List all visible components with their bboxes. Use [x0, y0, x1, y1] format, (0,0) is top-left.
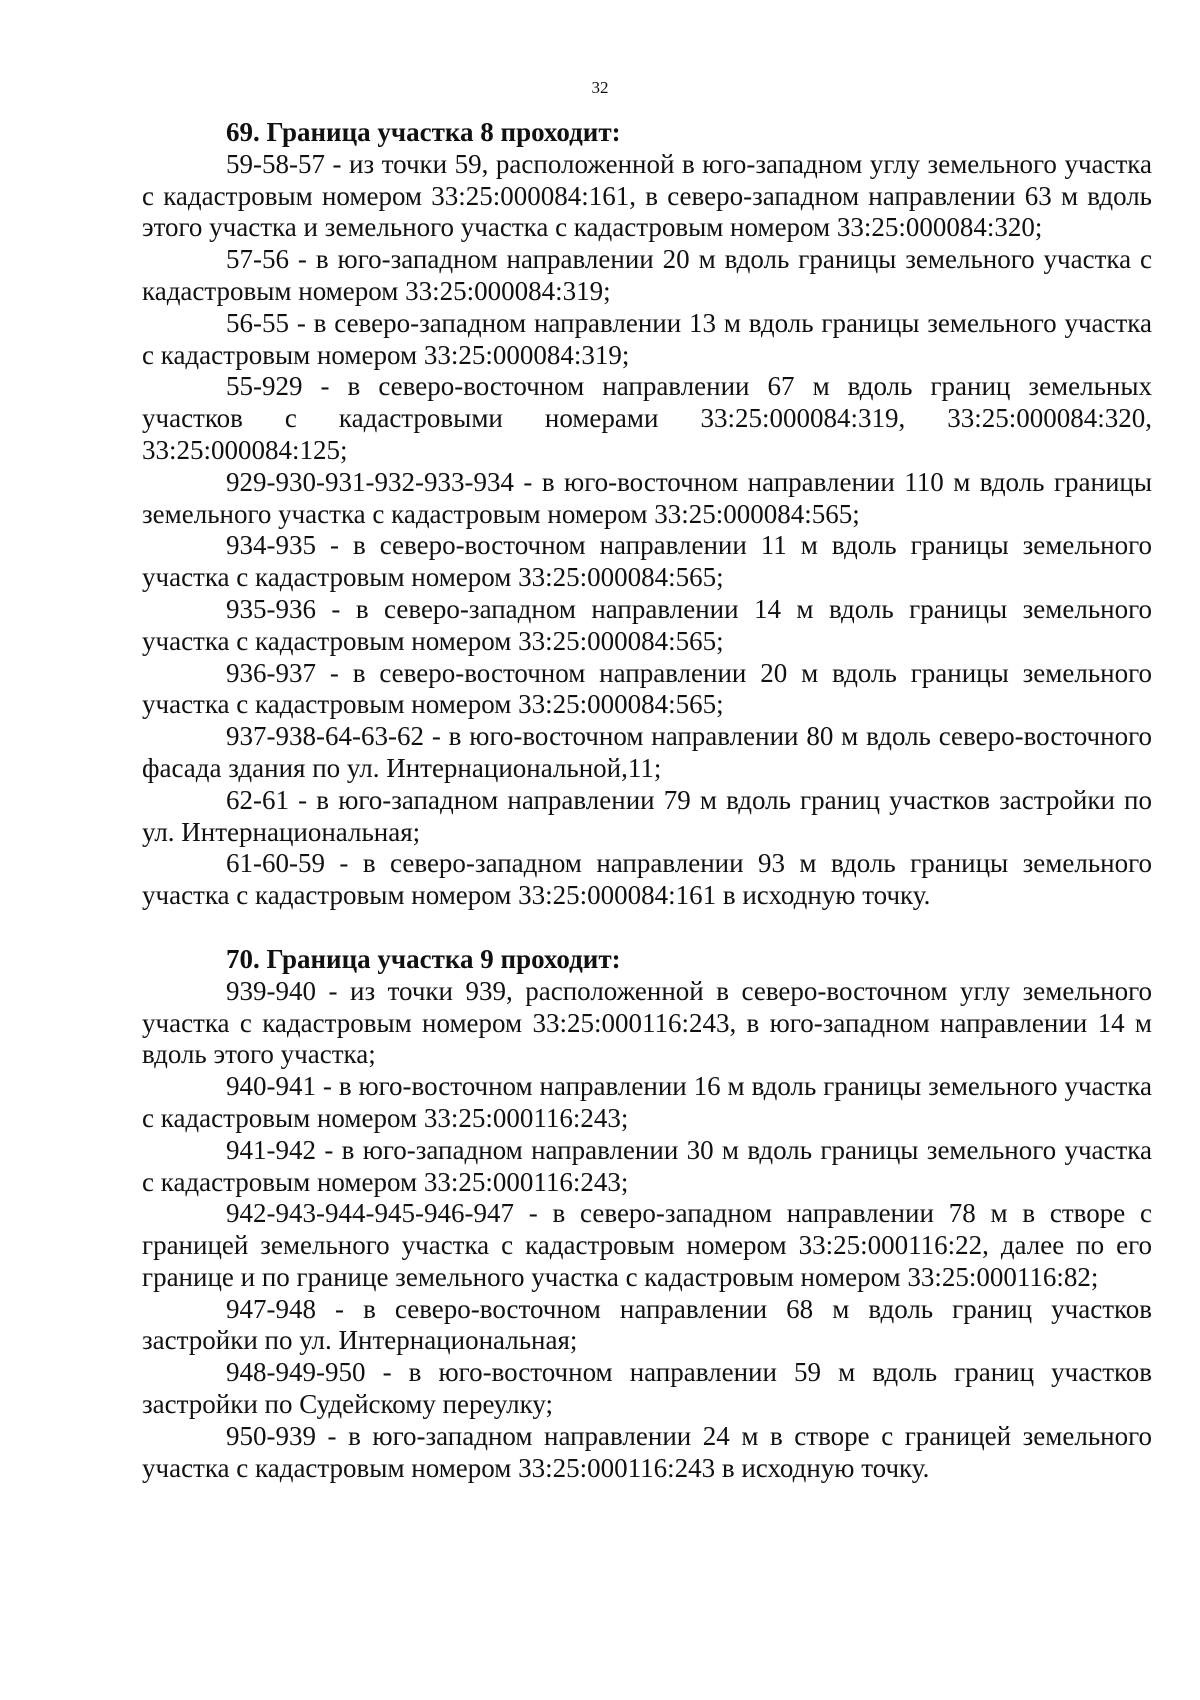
boundary-paragraph: 61-60-59 - в северо-западном направлении 93 м вдоль границы земельного участка с кадастровым номером 33:25:000084:161 в исходную точку. [142, 848, 1152, 911]
section-heading: 70. Граница участка 9 проходит: [226, 943, 621, 974]
boundary-paragraph: 950-939 - в юго-западном направлении 24 м в створе с границей земельного участка с кадастровым номером 33:25:000116:243 в исходную точку. [142, 1420, 1152, 1483]
boundary-paragraph: 940-941 - в юго-восточном направлении 16 м вдоль границы земельного участка с кадастровым номером 33:25:000116:243; [142, 1071, 1152, 1133]
boundary-paragraph: 947-948 - в северо-восточном направлении 68 м вдоль границ участков застройки по ул. Интернациональная; [142, 1293, 1152, 1356]
section-heading: 69. Граница участка 8 проходит: [226, 117, 621, 147]
section-70 [142, 944, 1152, 1485]
page-number: 32 [591, 78, 609, 97]
boundary-paragraph: 62-61 - в юго-западном направлении 79 м вдоль границ участков застройки по ул. Интернациональная; [142, 784, 1152, 847]
boundary-paragraph: 942-943-944-945-946-947 - в северо-западном направлении 78 м в створе с границей земельного участка с кадастровым номером 33:25:000116:22, далее по его границе и по границе земельного участка с кадастровым номером 33:25:000116:82; [142, 1198, 1152, 1292]
boundary-paragraph: 941-942 - в юго-западном направлении 30 м вдоль границы земельного участка с кадастровым номером 33:25:000116:243; [142, 1134, 1152, 1197]
boundary-paragraph: 56-55 - в северо-западном направлении 13 м вдоль границы земельного участка с кадастровым номером 33:25:000084:319; [142, 307, 1152, 370]
boundary-paragraph: 936-937 - в северо-восточном направлении 20 м вдоль границы земельного участка с кадастровым номером 33:25:000084:565; [142, 657, 1152, 720]
boundary-paragraph: 948-949-950 - в юго-восточном направлении 59 м вдоль границ участков застройки по Судейскому переулку; [142, 1357, 1152, 1420]
section-69 [142, 117, 1152, 912]
boundary-paragraph: 57-56 - в юго-западном направлении 20 м вдоль границы земельного участка с кадастровым номером 33:25:000084:319; [142, 244, 1152, 306]
boundary-paragraph: 935-936 - в северо-западном направлении 14 м вдоль границы земельного участка с кадастровым номером 33:25:000084:565; [142, 593, 1152, 656]
boundary-paragraph: 934-935 - в северо-восточном направлении 11 м вдоль границы земельного участка с кадастровым номером 33:25:000084:565; [142, 530, 1152, 593]
boundary-paragraph: 937-938-64-63-62 - в юго-восточном направлении 80 м вдоль северо-восточного фасада здания по ул. Интернациональной,11; [142, 721, 1152, 783]
document-body [142, 117, 1152, 1484]
boundary-paragraph: 929-930-931-932-933-934 - в юго-восточном направлении 110 м вдоль границы земельного участка с кадастровым номером 33:25:000084:565; [142, 466, 1152, 529]
boundary-paragraph: 939-940 - из точки 939, расположенной в северо-восточном углу земельного участка с кадастровым номером 33:25:000116:243, в юго-западном направлении 14 м вдоль этого участка; [142, 975, 1152, 1070]
boundary-paragraph: 59-58-57 - из точки 59, расположенной в юго-западном углу земельного участка с кадастровым номером 33:25:000084:161, в северо-западном направлении 63 м вдоль этого участка и земельного участка с кадастровым номером 33:25:000084:320; [142, 148, 1152, 243]
boundary-paragraph: 55-929 - в северо-восточном направлении 67 м вдоль границ земельных участков с кадастровыми номерами 33:25:000084:319, 33:25:000084:320, 33:25:000084:125; [142, 371, 1152, 465]
